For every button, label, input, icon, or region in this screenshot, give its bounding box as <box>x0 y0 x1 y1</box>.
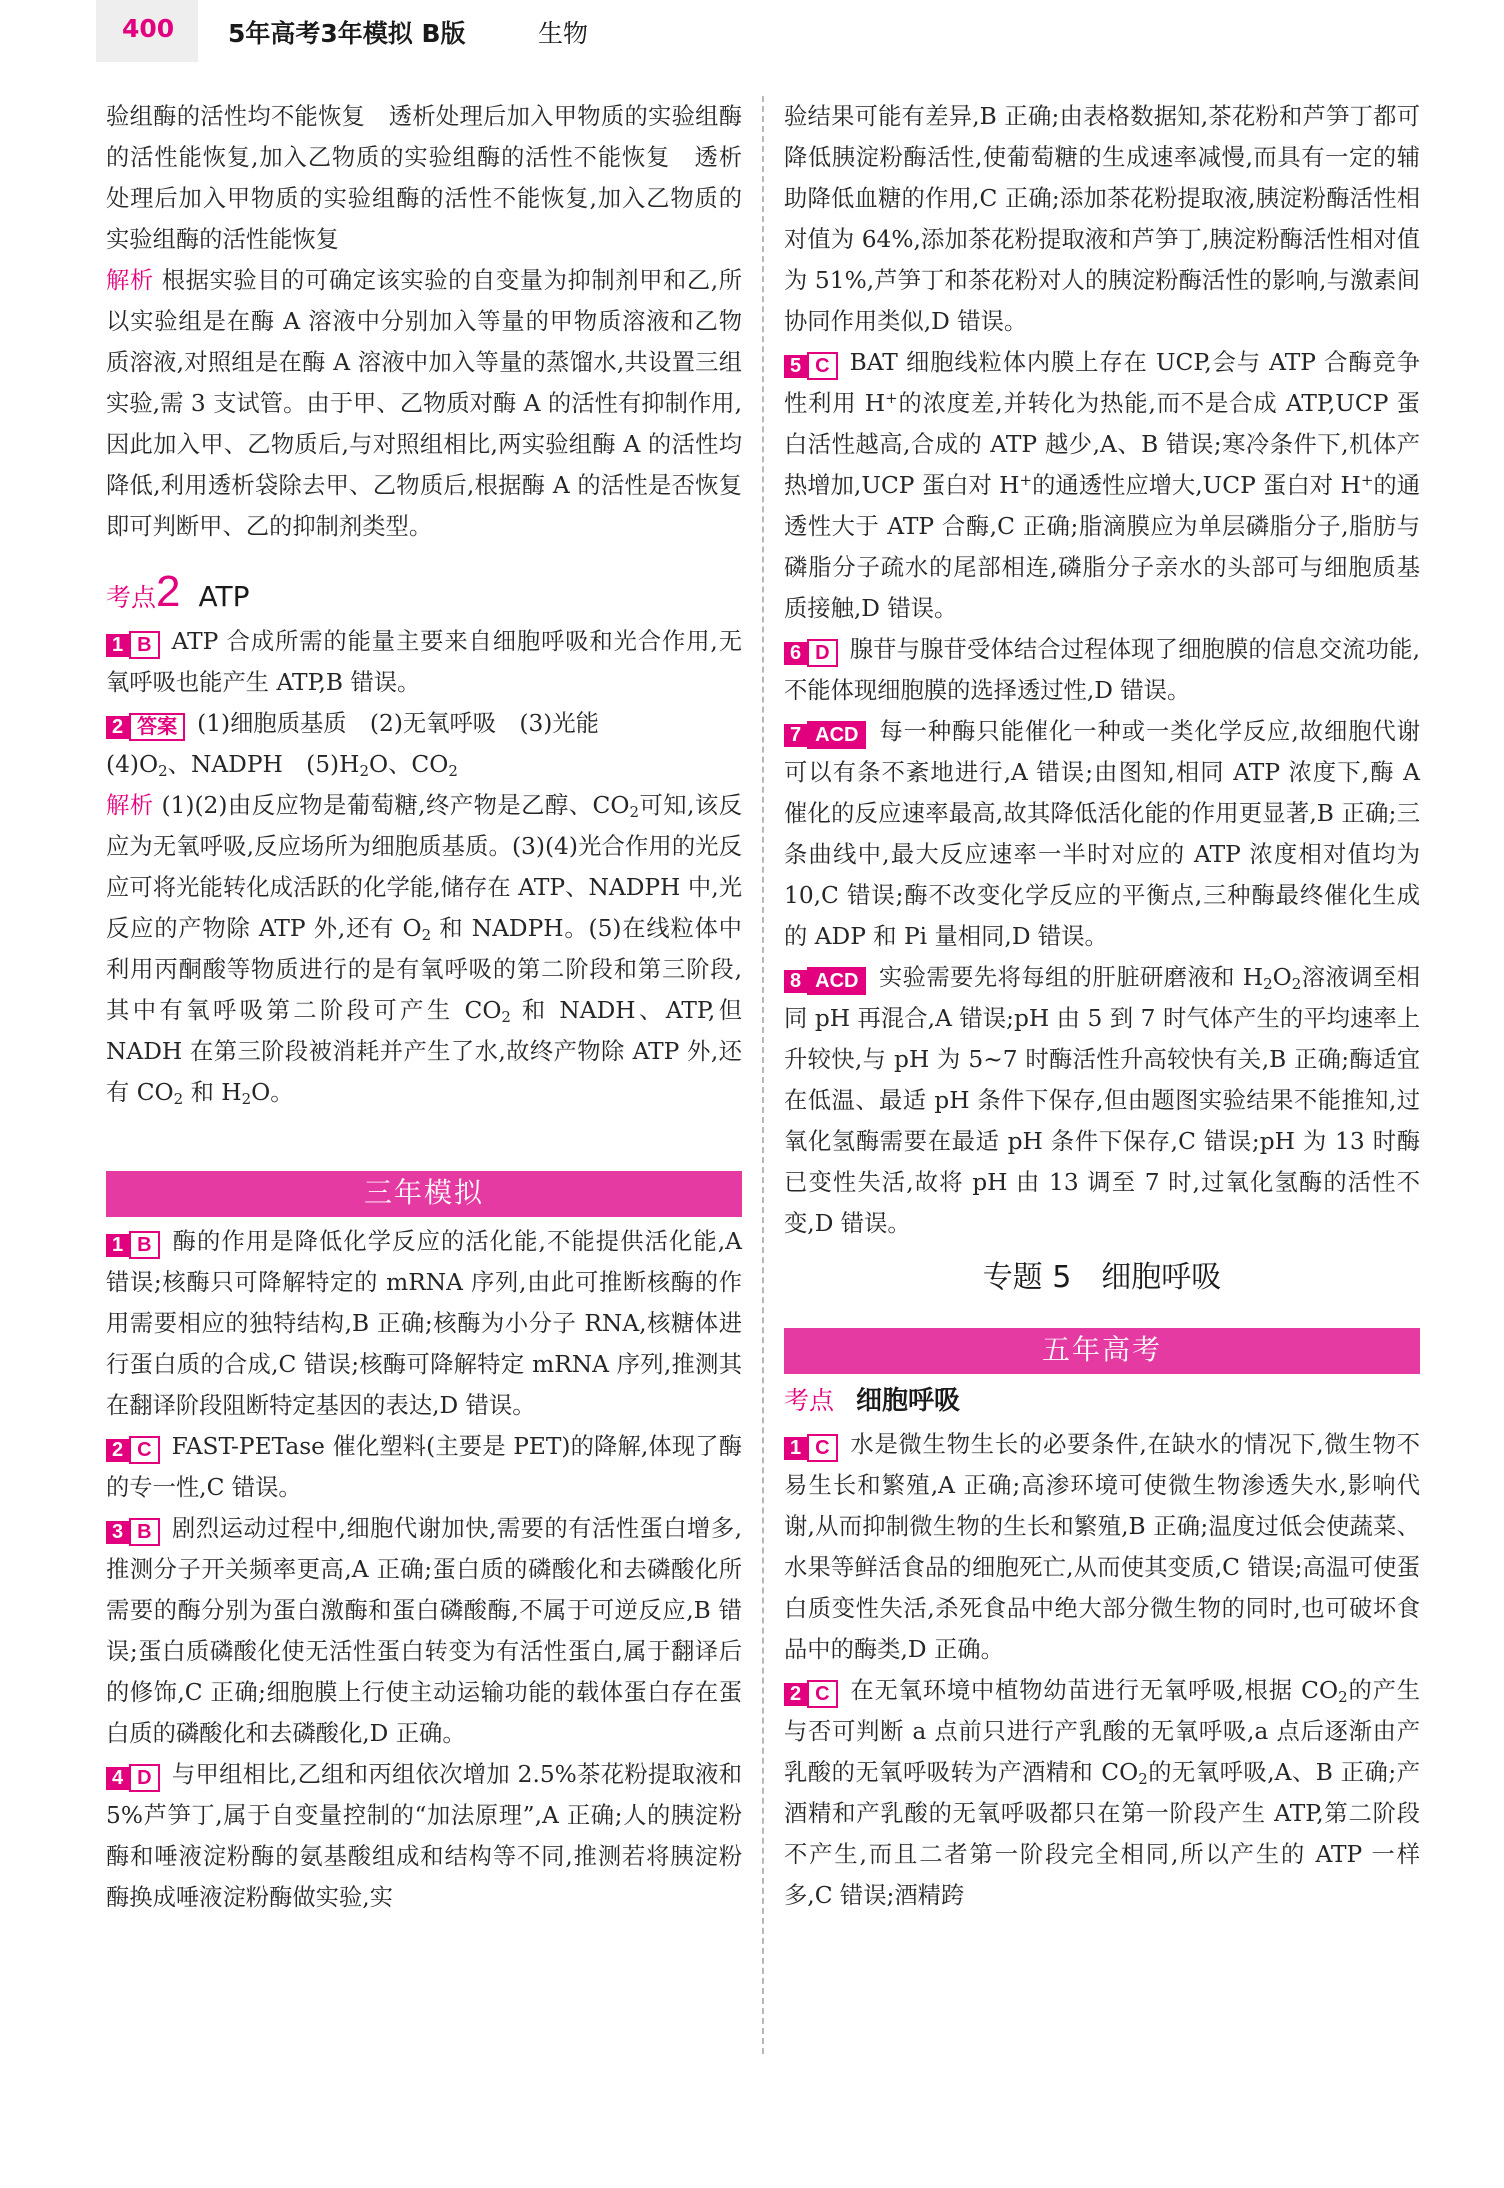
question-badge: 2 C <box>784 1680 838 1708</box>
paragraph: 验结果可能有差异,B 正确;由表格数据知,茶花粉和芦笋丁都可降低胰淀粉酶活性,使葡萄糖的生成速率减慢,而具有一定的辅助降低血糖的作用,C 正确;添加茶花粉提取液,胰淀粉酶活性相对值为 64%,添加茶花粉提取液和芦笋丁,胰淀粉酶活性相对值为 51%,芦笋丁和茶花粉对人的胰淀粉酶活性的影响,与激素间协同作用类似,D 错误。 <box>784 103 1420 335</box>
answer-item: 2 答案 (1)细胞质基质 (2)无氧呼吸 (3)光能 $(4)O_2$、NADPH $(5)H_2O$、$CO_2$ <box>106 710 599 780</box>
answer-item: 2 C FAST-PETase 催化塑料(主要是 PET)的降解,体现了酶的专一性,C 错误。 <box>106 1433 742 1501</box>
question-badge: 5 C <box>784 352 838 380</box>
subject-label: 生物 <box>538 19 589 48</box>
question-badge: 3 B <box>106 1518 160 1546</box>
paragraph: 解析 (1)(2)由反应物是葡萄糖,终产物是乙醇、$CO_2$可知,该反应为无氧呼吸,反应场所为细胞质基质。(3)(4)光合作用的光反应可将光能转化成活跃的化学能,储存在 ATP、NADPH 中,光反应的产物除 ATP 外,还有 $O_2$ 和 NADPH。(5)在线粒体中利用丙酮酸等物质进行的是有氧呼吸的第二阶段和第三阶段,其中有氧呼吸第二阶段可产生 $CO_2$ 和 NADH、ATP,但 NADH 在第三阶段被消耗并产生了水,故终产物除 ATP 外,还有 $CO_2$ 和 $H_2O$。 <box>106 792 743 1108</box>
answer-item: 3 B 剧烈运动过程中,细胞代谢加快,需要的有活性蛋白增多,推测分子开关频率更高,A 正确;蛋白质的磷酸化和去磷酸化所需要的酶分别为蛋白激酶和蛋白磷酸酶,不属于可逆反应,B 错误;蛋白质磷酸化使无活性蛋白转变为有活性蛋白,属于翻译后的修饰,C 正确;细胞膜上行使主动运输功能的载体蛋白存在蛋白质的磷酸化和去磷酸化,D 正确。 <box>106 1515 742 1747</box>
answer-item: 2 C 在无氧环境中植物幼苗进行无氧呼吸,根据 $CO_2$的产生与否可判断 a 点前只进行产乳酸的无氧呼吸,a 点后逐渐由产乳酸的无氧呼吸转为产酒精和 $CO_2$的无氧呼吸,A、B 正确;产酒精和产乳酸的无氧呼吸都只在第一阶段产生 ATP,第二阶段不产生,而且二者第一阶段完全相同,所以产生的 ATP 一样多,C 错误;酒精跨 <box>784 1677 1420 1909</box>
section-heading: 考点 细胞呼吸 <box>784 1386 961 1416</box>
page-number: 400 <box>122 14 175 43</box>
answer-item: 8 ACD 实验需要先将每组的肝脏研磨液和 $H_2O_2$溶液调至相同 pH 再混合,A 错误;pH 由 5 到 7 时气体产生的平均速率上升较快,与 pH 为 5~7 时酶活性升高较快有关,B 正确;酶适宜在低温、最适 pH 条件下保存,但由题图实验结果不能推知,过氧化氢酶需要在最适 pH 条件下保存,C 错误;pH 为 13 时酶已变性失活,故将 pH 由 13 调至 7 时,过氧化氢酶的活性不变,D 错误。 <box>784 964 1420 1237</box>
analysis-tag: 解析 <box>106 267 154 294</box>
question-badge: 2 C <box>106 1436 160 1464</box>
analysis-tag: 解析 <box>106 792 154 819</box>
question-badge: 1 B <box>106 631 160 659</box>
section-heading: 考点2 ATP <box>106 567 250 616</box>
question-badge: 8 ACD <box>784 967 866 995</box>
page-header <box>0 0 1504 62</box>
question-badge: 1 C <box>784 1434 838 1462</box>
section-banner: 五年高考 <box>784 1328 1420 1374</box>
question-badge: 4 D <box>106 1764 160 1792</box>
topic-title: 专题 5 细胞呼吸 <box>982 1260 1222 1295</box>
left-column <box>106 96 742 1918</box>
paragraph: 解析 根据实验目的可确定该实验的自变量为抑制剂甲和乙,所以实验组是在酶 A 溶液中分别加入等量的甲物质溶液和乙物质溶液,对照组是在酶 A 溶液中加入等量的蒸馏水,共设置三组实验,需 3 支试管。由于甲、乙物质对酶 A 的活性有抑制作用,因此加入甲、乙物质后,与对照组相比,两实验组酶 A 的活性均降低,利用透析袋除去甲、乙物质后,根据酶 A 的活性是否恢复即可判断甲、乙的抑制剂类型。 <box>106 267 743 540</box>
answer-item: 1 C 水是微生物生长的必要条件,在缺水的情况下,微生物不易生长和繁殖,A 正确;高渗环境可使微生物渗透失水,影响代谢,从而抑制微生物的生长和繁殖,B 正确;温度过低会使蔬菜、水果等鲜活食品的细胞死亡,从而使其变质,C 错误;高温可使蛋白质变性失活,杀死食品中绝大部分微生物的同时,也可破坏食品中的酶类,D 正确。 <box>784 1431 1420 1663</box>
question-badge: 7 ACD <box>784 721 866 749</box>
paragraph: 验组酶的活性均不能恢复 透析处理后加入甲物质的实验组酶的活性能恢复,加入乙物质的实验组酶的活性不能恢复 透析处理后加入甲物质的实验组酶的活性不能恢复,加入乙物质的实验组酶的活性能恢复 <box>106 103 742 253</box>
answer-item: 4 D 与甲组相比,乙组和丙组依次增加 2.5%茶花粉提取液和 5%芦笋丁,属于自变量控制的“加法原理”,A 正确;人的胰淀粉酶和唾液淀粉酶的氨基酸组成和结构等不同,推测若将胰淀粉酶换成唾液淀粉酶做实验,实 <box>106 1761 742 1911</box>
right-column <box>784 96 1420 1916</box>
question-badge: 1 B <box>106 1231 160 1259</box>
answer-item: 7 ACD 每一种酶只能催化一种或一类化学反应,故细胞代谢可以有条不紊地进行,A 错误;由图知,相同 ATP 浓度下,酶 A 催化的反应速率最高,故其降低活化能的作用更显著,B 正确;三条曲线中,最大反应速率一半时对应的 ATP 浓度相对值均为 10,C 错误;酶不改变化学反应的平衡点,三种酶最终催化生成的 ADP 和 Pi 量相同,D 错误。 <box>784 718 1420 950</box>
answer-item: 1 B 酶的作用是降低化学反应的活化能,不能提供活化能,A 错误;核酶只可降解特定的 mRNA 序列,由此可推断核酶的作用需要相应的独特结构,B 正确;核酶为小分子 RNA,核糖体进行蛋白质的合成,C 错误;核酶可降解特定 mRNA 序列,推测其在翻译阶段阻断特定基因的表达,D 错误。 <box>106 1228 742 1419</box>
section-banner: 三年模拟 <box>106 1171 742 1217</box>
question-badge: 2 答案 <box>106 713 185 741</box>
answer-item: 6 D 腺苷与腺苷受体结合过程体现了细胞膜的信息交流功能,不能体现细胞膜的选择透过性,D 错误。 <box>784 636 1420 704</box>
answer-item: 1 B ATP 合成所需的能量主要来自细胞呼吸和光合作用,无氧呼吸也能产生 ATP,B 错误。 <box>106 628 742 696</box>
question-badge: 6 D <box>784 639 838 667</box>
answer-item: 5 C BAT 细胞线粒体内膜上存在 UCP,会与 ATP 合酶竞争性利用 H+的浓度差,并转化为热能,而不是合成 ATP,UCP 蛋白活性越高,合成的 ATP 越少,A、B 错误;寒冷条件下,机体产热增加,UCP 蛋白对 H+的通透性应增大,UCP 蛋白对 H+的通透性大于 ATP 合酶,C 正确;脂滴膜应为单层磷脂分子,脂肪与磷脂分子疏水的尾部相连,磷脂分子亲水的头部可与细胞质基质接触,D 错误。 <box>784 349 1421 622</box>
column-divider <box>762 96 764 2054</box>
book-title: 5年高考3年模拟 B版 <box>228 19 466 48</box>
